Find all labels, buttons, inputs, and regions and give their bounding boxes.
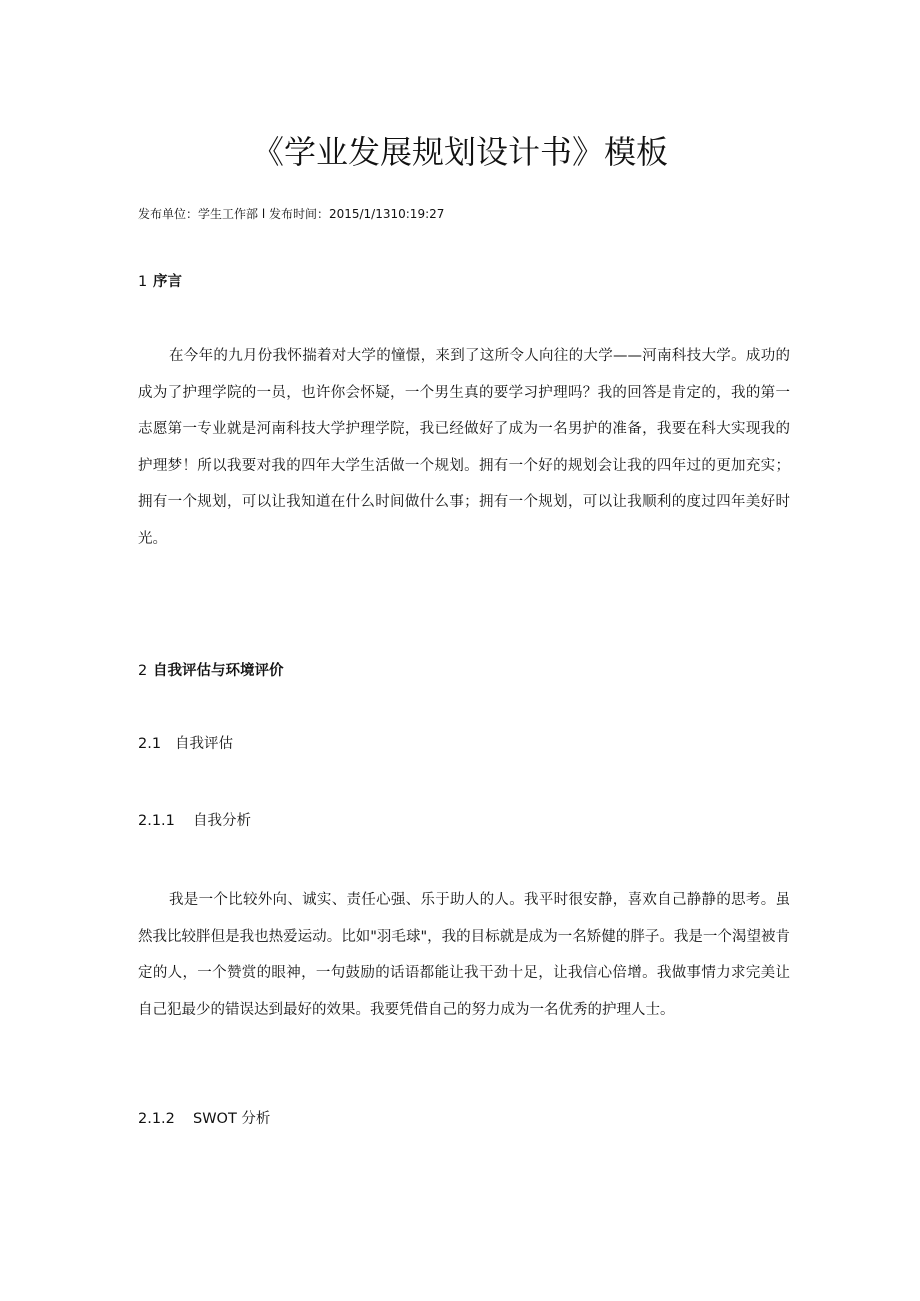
section-paragraph-preface: 在今年的九月份我怀揣着对大学的憧憬，来到了这所令人向往的大学——河南科技大学。成功的成为了护理学院的一员，也许你会怀疑，一个男生真的要学习护理吗？我的回答是肯定的，我的第一志愿第一专业就是河南科技大学护理学院，我已经做好了成为一名男护的准备，我要在科大实现我的护理梦！所以我要对我的四年大学生活做一个规划。拥有一个好的规划会让我的四年过的更加充实；拥有一个规划，可以让我知道在什么时间做什么事；拥有一个规划，可以让我顺利的度过四年美好时光。 (138, 348, 790, 547)
section-heading-2-1-2 (138, 1108, 270, 1130)
section-heading-2-1-1 (138, 810, 251, 832)
section-heading-2-1 (138, 733, 233, 755)
document-title: 《学业发展规划设计书》模板 (251, 133, 668, 171)
section-title: 自我评估与环境评价 (153, 663, 284, 679)
section-number: 1 (138, 274, 148, 290)
section-number: 2.1 (138, 736, 162, 752)
section-title: 自我评估 (175, 736, 233, 752)
publish-info: 发布单位：学生工作部 l 发布时间：2015/1/1310:19:27 (138, 207, 445, 221)
section-paragraph-self-analysis: 我是一个比较外向、诚实、责任心强、乐于助人的人。我平时很安静，喜欢自己静静的思考。虽然我比较胖但是我也热爱运动。比如"羽毛球"，我的目标就是成为一名矫健的胖子。我是一个渴望被肯定的人，一个赞赏的眼神，一句鼓励的话语都能让我干劲十足，让我信心倍增。我做事情力求完美让自己犯最少的错误达到最好的效果。我要凭借自己的努力成为一名优秀的护理人士。 (138, 892, 790, 1018)
section-title: 自我分析 (193, 813, 251, 829)
section-number: 2.1.2 (138, 1111, 175, 1127)
section-number: 2 (138, 663, 148, 679)
section-heading-1 (138, 271, 182, 293)
section-title: 序言 (153, 274, 182, 290)
section-number: 2.1.1 (138, 813, 175, 829)
section-title: SWOT 分析 (193, 1111, 271, 1127)
section-heading-2 (138, 660, 284, 682)
